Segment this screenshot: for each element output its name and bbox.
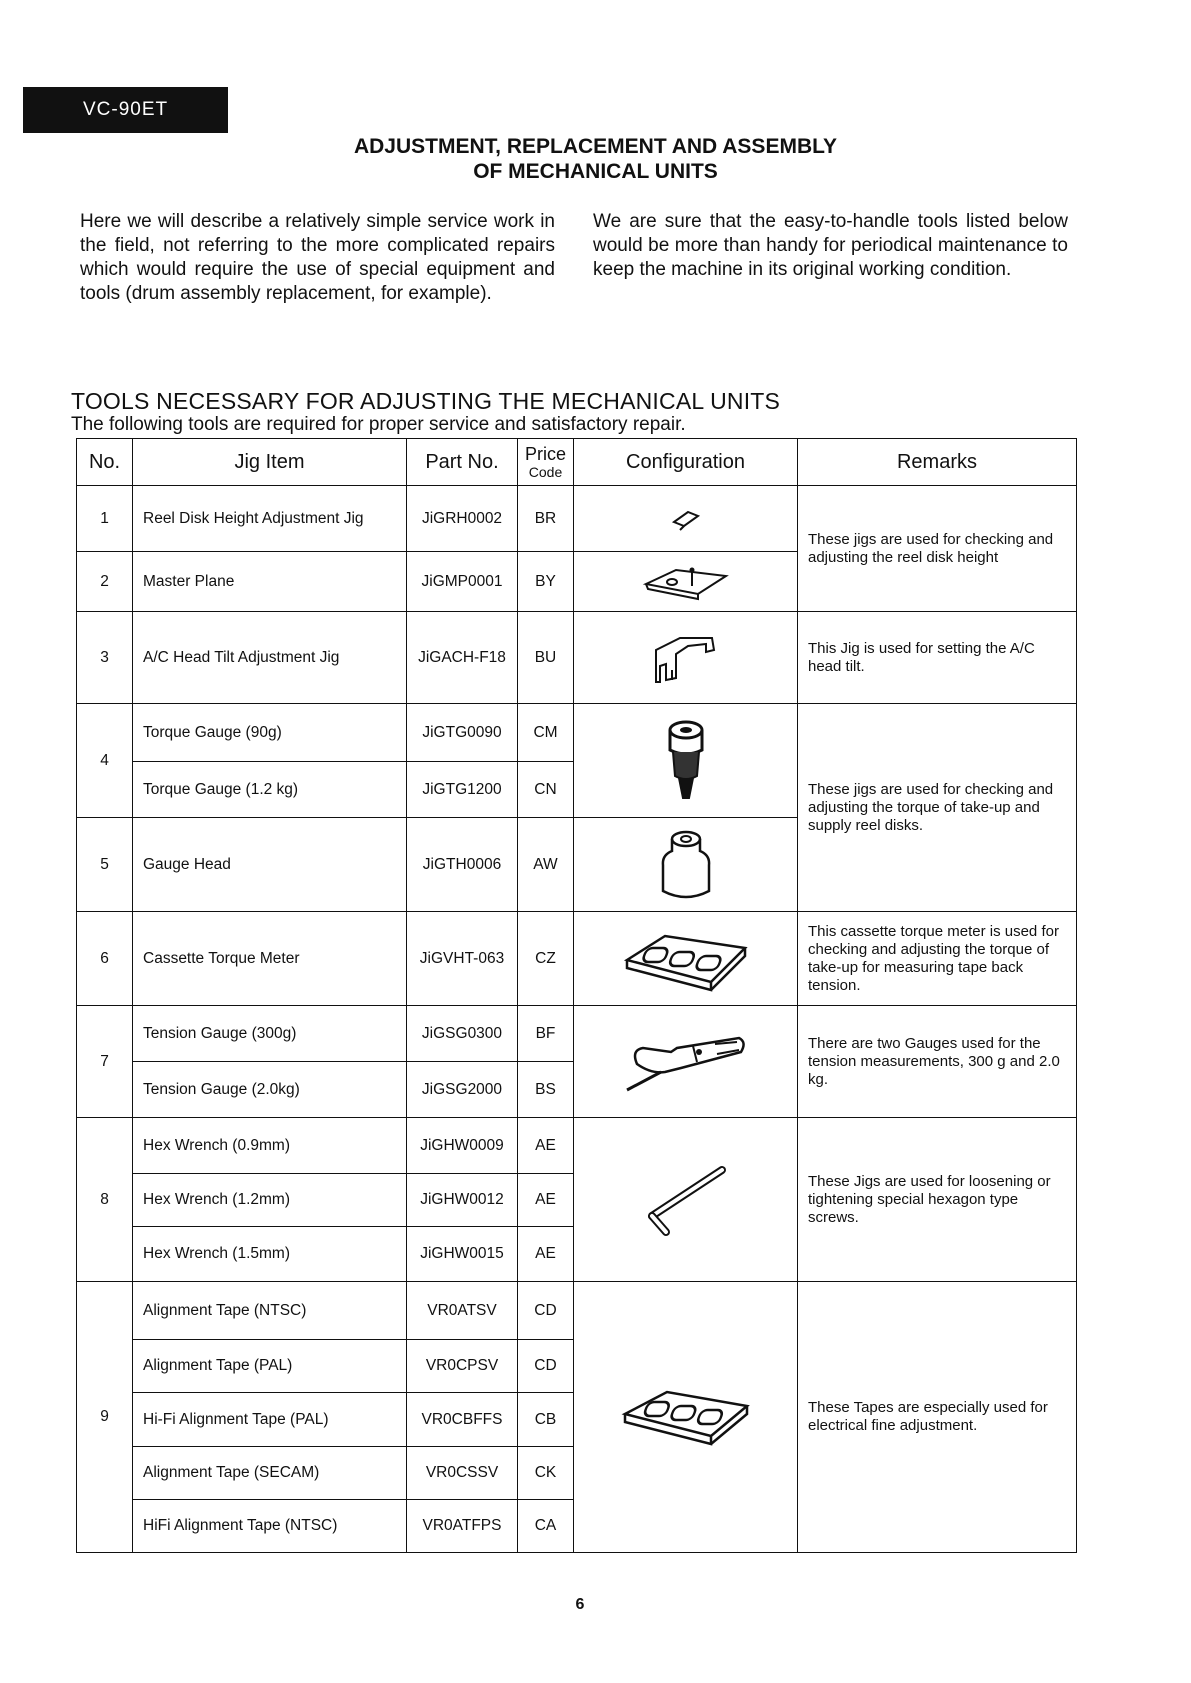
- cell-part: VR0ATSV: [407, 1282, 518, 1340]
- cell-item: Tension Gauge (2.0kg): [133, 1062, 407, 1118]
- cell-no: 4: [77, 704, 133, 818]
- table-row: [77, 704, 1077, 762]
- cell-price: AE: [518, 1174, 574, 1227]
- cell-part: JiGRH0002: [407, 486, 518, 552]
- cell-part: VR0CPSV: [407, 1340, 518, 1393]
- cell-item: Hex Wrench (1.5mm): [133, 1227, 407, 1282]
- cell-price: BU: [518, 612, 574, 704]
- cell-price: CZ: [518, 912, 574, 1006]
- page-number: 6: [575, 1596, 585, 1613]
- header-price-bottom: Code: [528, 464, 563, 480]
- cell-price: AW: [518, 818, 574, 912]
- cell-part: JiGVHT-063: [407, 912, 518, 1006]
- cell-part: VR0CBFFS: [407, 1393, 518, 1447]
- cell-price: CB: [518, 1393, 574, 1447]
- section-subheading: The following tools are required for proper service and satisfactory repair.: [71, 414, 686, 435]
- page-title: [0, 134, 1191, 184]
- cell-config: [574, 612, 798, 704]
- cell-price: CK: [518, 1447, 574, 1500]
- cell-item: Torque Gauge (1.2 kg): [133, 762, 407, 818]
- cell-remarks: These jigs are used for checking and adjusting the reel disk height: [798, 486, 1077, 612]
- cell-no: 5: [77, 818, 133, 912]
- cell-remarks: There are two Gauges used for the tension measurements, 300 g and 2.0 kg.: [798, 1006, 1077, 1118]
- title-line-1: ADJUSTMENT, REPLACEMENT AND ASSEMBLY: [353, 135, 838, 158]
- cell-no: 9: [77, 1282, 133, 1553]
- cell-item: Hex Wrench (1.2mm): [133, 1174, 407, 1227]
- alignment-tape-icon: [619, 1384, 753, 1450]
- header-price: [518, 439, 574, 486]
- title-line-2: OF MECHANICAL UNITS: [473, 160, 718, 183]
- cell-price: BR: [518, 486, 574, 552]
- cell-remarks: This cassette torque meter is used for checking and adjusting the torque of take-up for measuring tape back tension.: [798, 912, 1077, 1006]
- header-config: Configuration: [574, 439, 798, 486]
- cell-item: Cassette Torque Meter: [133, 912, 407, 1006]
- cell-config: [574, 1118, 798, 1282]
- cell-part: JiGHW0012: [407, 1174, 518, 1227]
- intro-left: Here we will describe a relatively simple service work in the field, not referring to the more complicated repairs which would require the use of special equipment and tools (drum assembly replacement, for example).: [80, 211, 555, 304]
- cell-config: [574, 912, 798, 1006]
- cell-price: AE: [518, 1118, 574, 1174]
- cell-item: Hex Wrench (0.9mm): [133, 1118, 407, 1174]
- cell-part: JiGTH0006: [407, 818, 518, 912]
- cell-part: JiGSG2000: [407, 1062, 518, 1118]
- cell-item: HiFi Alignment Tape (NTSC): [133, 1500, 407, 1553]
- cell-no: 2: [77, 552, 133, 612]
- cell-no: 7: [77, 1006, 133, 1118]
- cassette-meter-icon: [621, 926, 751, 992]
- table-row: [77, 912, 1077, 1006]
- hex-wrench-icon: [636, 1160, 736, 1240]
- cell-part: JiGHW0015: [407, 1227, 518, 1282]
- cell-part: JiGSG0300: [407, 1006, 518, 1062]
- cell-part: JiGTG1200: [407, 762, 518, 818]
- cell-no: 1: [77, 486, 133, 552]
- header-price-top: Price: [524, 444, 566, 464]
- cell-no: 8: [77, 1118, 133, 1282]
- cell-config: [574, 818, 798, 912]
- header-part: Part No.: [407, 439, 518, 486]
- cell-config: [574, 704, 798, 818]
- cell-price: CD: [518, 1340, 574, 1393]
- cell-item: Alignment Tape (SECAM): [133, 1447, 407, 1500]
- cell-no: 6: [77, 912, 133, 1006]
- ac-head-jig-icon: [646, 630, 726, 686]
- section-heading: TOOLS NECESSARY FOR ADJUSTING THE MECHANICAL UNITS: [71, 388, 781, 414]
- master-plane-icon: [636, 562, 736, 602]
- table-row: [77, 486, 1077, 552]
- torque-gauge-icon: [661, 716, 711, 806]
- cell-item: Alignment Tape (PAL): [133, 1340, 407, 1393]
- tension-gauge-icon: [621, 1030, 751, 1094]
- cell-config: [574, 1282, 798, 1553]
- cell-item: Tension Gauge (300g): [133, 1006, 407, 1062]
- cell-price: CN: [518, 762, 574, 818]
- table-row: [77, 1282, 1077, 1340]
- cell-config: [574, 486, 798, 552]
- table-row: [77, 612, 1077, 704]
- cell-remarks: These Jigs are used for loosening or tightening special hexagon type screws.: [798, 1118, 1077, 1282]
- cell-item: Master Plane: [133, 552, 407, 612]
- cell-item: A/C Head Tilt Adjustment Jig: [133, 612, 407, 704]
- cell-price: AE: [518, 1227, 574, 1282]
- table-header-row: [77, 439, 1077, 486]
- header-remarks: Remarks: [798, 439, 1077, 486]
- cell-part: JiGMP0001: [407, 552, 518, 612]
- cell-price: BS: [518, 1062, 574, 1118]
- intro-right: We are sure that the easy-to-handle tools listed below would be more than handy for periodical maintenance to keep the machine in its original working condition.: [593, 211, 1068, 280]
- cell-part: JiGACH-F18: [407, 612, 518, 704]
- cell-price: CD: [518, 1282, 574, 1340]
- cell-item: Torque Gauge (90g): [133, 704, 407, 762]
- cell-part: JiGTG0090: [407, 704, 518, 762]
- cell-remarks: These jigs are used for checking and adjusting the torque of take-up and supply reel disks.: [798, 704, 1077, 912]
- cell-no: 3: [77, 612, 133, 704]
- tools-table: [76, 438, 1077, 1553]
- cell-item: Reel Disk Height Adjustment Jig: [133, 486, 407, 552]
- cell-part: JiGHW0009: [407, 1118, 518, 1174]
- cell-config: [574, 552, 798, 612]
- cell-remarks: This Jig is used for setting the A/C head tilt.: [798, 612, 1077, 704]
- table-row: [77, 1118, 1077, 1174]
- cell-price: BY: [518, 552, 574, 612]
- cell-price: CM: [518, 704, 574, 762]
- cell-remarks: These Tapes are especially used for electrical fine adjustment.: [798, 1282, 1077, 1553]
- reel-jig-icon: [666, 504, 706, 534]
- header-item: Jig Item: [133, 439, 407, 486]
- cell-price: BF: [518, 1006, 574, 1062]
- cell-item: Alignment Tape (NTSC): [133, 1282, 407, 1340]
- header-no: No.: [77, 439, 133, 486]
- cell-part: VR0CSSV: [407, 1447, 518, 1500]
- gauge-head-icon: [659, 827, 713, 903]
- cell-item: Hi-Fi Alignment Tape (PAL): [133, 1393, 407, 1447]
- cell-price: CA: [518, 1500, 574, 1553]
- cell-item: Gauge Head: [133, 818, 407, 912]
- cell-config: [574, 1006, 798, 1118]
- table-row: [77, 1006, 1077, 1062]
- model-tag: VC-90ET: [23, 87, 228, 133]
- cell-part: VR0ATFPS: [407, 1500, 518, 1553]
